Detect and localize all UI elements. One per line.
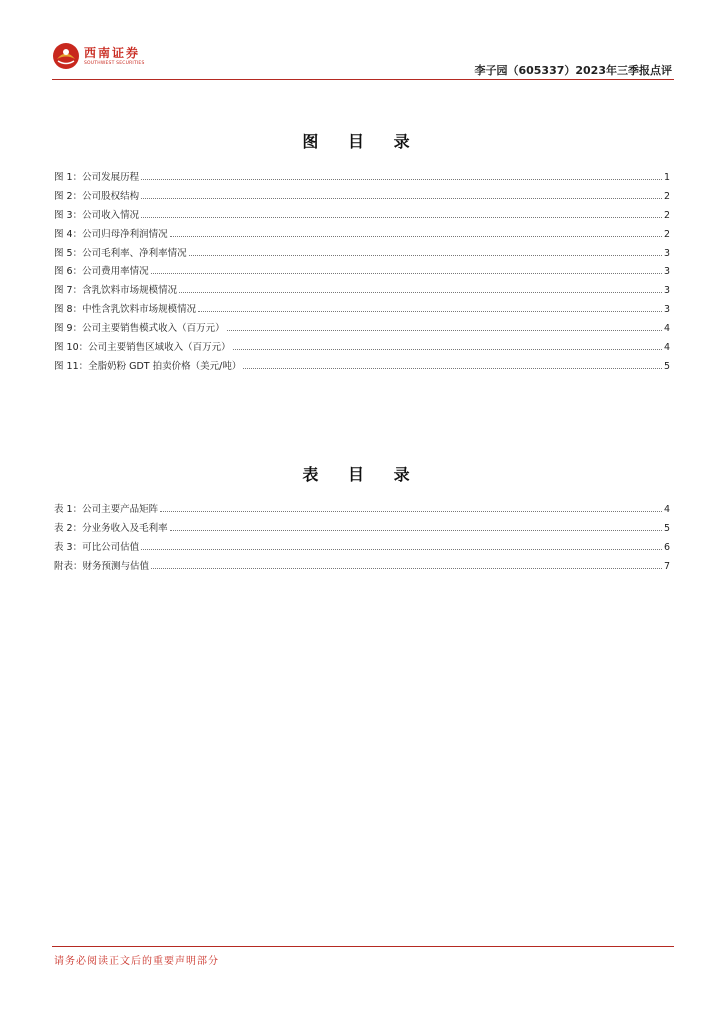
toc-entry[interactable] <box>54 282 670 301</box>
table-index-title: 表 目 录 <box>302 465 422 484</box>
toc-dot-leader <box>170 228 662 237</box>
toc-entry[interactable] <box>54 226 670 245</box>
toc-entry-label: 图 7：含乳饮料市场规模情况 <box>54 285 178 297</box>
toc-entry-page: 3 <box>663 285 670 297</box>
toc-dot-leader <box>170 522 662 531</box>
toc-entry-label: 表 1：公司主要产品矩阵 <box>54 504 159 515</box>
toc-dot-leader <box>179 284 662 293</box>
toc-entry-label: 表 3：可比公司估值 <box>54 541 140 553</box>
toc-entry-label: 图 11：全脂奶粉 GDT 拍卖价格（美元/吨） <box>54 360 242 372</box>
footer-notice: 请务必阅读正文后的重要声明部分 <box>54 956 219 967</box>
toc-entry[interactable] <box>54 301 670 320</box>
toc-entry-label: 图 10：公司主要销售区域收入（百万元） <box>54 342 231 354</box>
toc-entry-label: 图 3：公司收入情况 <box>54 209 140 221</box>
toc-entry[interactable] <box>54 501 670 520</box>
toc-entry[interactable] <box>54 339 670 358</box>
toc-dot-leader <box>233 341 662 350</box>
toc-entry[interactable] <box>54 320 670 339</box>
toc-entry[interactable] <box>54 539 670 558</box>
company-logo <box>52 42 145 70</box>
footer-divider <box>52 946 674 947</box>
toc-dot-leader <box>160 503 662 512</box>
toc-entry[interactable] <box>54 263 670 282</box>
figure-index-list <box>54 169 670 377</box>
logo-name-en: SOUTHWEST SECURITIES <box>84 60 145 66</box>
toc-entry-page: 3 <box>663 266 670 278</box>
toc-entry-page: 3 <box>663 247 670 259</box>
figure-index-title: 图 目 录 <box>302 132 422 151</box>
toc-entry-label: 图 2：公司股权结构 <box>54 190 140 202</box>
page-header <box>52 40 674 82</box>
toc-dot-leader <box>243 360 662 369</box>
toc-dot-leader <box>151 560 662 569</box>
toc-entry-page: 2 <box>663 209 670 221</box>
toc-dot-leader <box>141 171 662 180</box>
toc-entry[interactable] <box>54 245 670 264</box>
toc-entry-page: 1 <box>663 172 670 183</box>
toc-dot-leader <box>151 265 662 274</box>
toc-entry-label: 图 5：公司毛利率、净利率情况 <box>54 247 187 259</box>
logo-name-cn: 西南证券 <box>84 45 141 60</box>
toc-entry[interactable] <box>54 169 670 188</box>
toc-dot-leader <box>227 322 662 331</box>
toc-dot-leader <box>141 541 662 550</box>
toc-entry-label: 图 1：公司发展历程 <box>54 172 140 183</box>
toc-entry-page: 2 <box>663 190 670 202</box>
toc-entry-page: 4 <box>663 504 670 515</box>
toc-entry[interactable] <box>54 207 670 226</box>
table-index-list <box>54 501 670 577</box>
toc-entry-label: 图 8：中性含乳饮料市场规模情况 <box>54 304 197 316</box>
toc-entry[interactable] <box>54 558 670 577</box>
toc-entry-page: 6 <box>663 541 670 553</box>
header-divider <box>52 79 674 80</box>
toc-entry-page: 4 <box>663 342 670 354</box>
toc-entry-page: 4 <box>663 323 670 335</box>
toc-entry[interactable] <box>54 520 670 539</box>
toc-entry-page: 5 <box>663 522 670 534</box>
logo-mark-icon <box>52 42 80 70</box>
toc-dot-leader <box>141 190 662 199</box>
toc-entry-label: 图 9：公司主要销售模式收入（百万元） <box>54 323 225 335</box>
toc-entry[interactable] <box>54 358 670 377</box>
toc-entry-label: 表 2：分业务收入及毛利率 <box>54 522 168 534</box>
toc-dot-leader <box>198 303 662 312</box>
toc-entry-page: 5 <box>663 360 670 372</box>
report-title: 李子园（605337）2023年三季报点评 <box>474 64 672 77</box>
toc-entry-label: 图 4：公司归母净利润情况 <box>54 228 168 240</box>
toc-dot-leader <box>189 247 662 256</box>
toc-entry-page: 3 <box>663 304 670 316</box>
toc-entry-page: 2 <box>663 228 670 240</box>
toc-entry-label: 附表：财务预测与估值 <box>54 560 150 572</box>
toc-dot-leader <box>141 209 662 218</box>
toc-entry-label: 图 6：公司费用率情况 <box>54 266 149 278</box>
toc-entry-page: 7 <box>663 560 670 572</box>
toc-entry[interactable] <box>54 188 670 207</box>
